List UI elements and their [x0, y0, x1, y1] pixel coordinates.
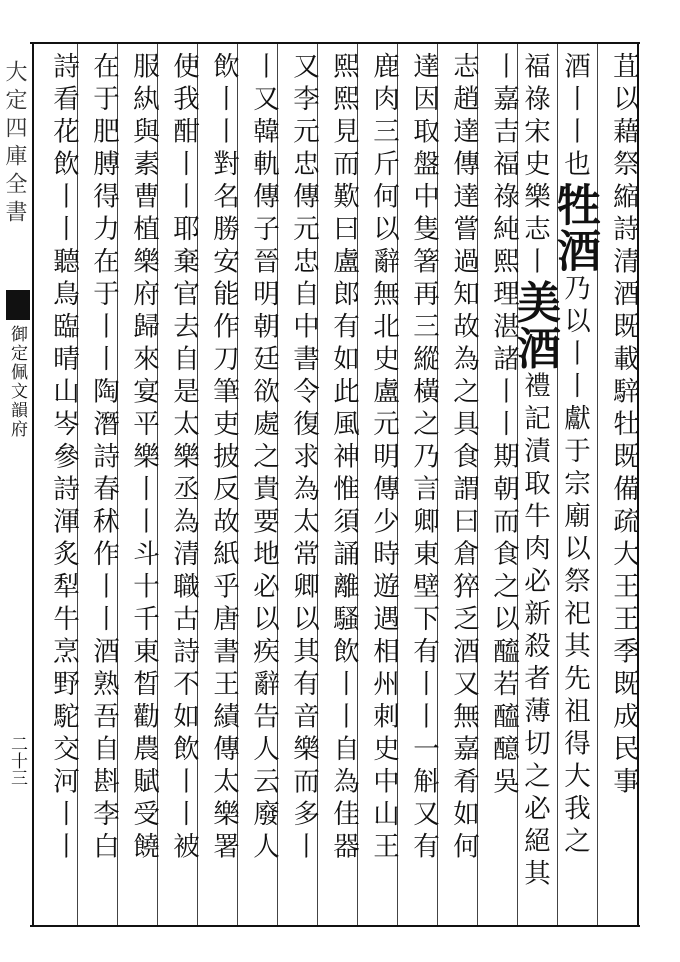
column-text: 志趙達傳達嘗過知故為之具食謂曰倉猝乏酒又無嘉肴如何: [448, 52, 479, 865]
fold-margin-text: 大定四庫全書: [2, 60, 27, 228]
headword: 牲酒: [549, 182, 600, 274]
top-border: [30, 42, 640, 44]
column-text: 福祿宋史樂志丨: [519, 52, 550, 280]
text-column-13: [120, 52, 159, 922]
text-column-7: [360, 52, 399, 922]
book-title: 御定佩文韻府: [7, 325, 27, 439]
page-number: 二十三: [7, 735, 27, 786]
text-column-8: [320, 52, 359, 922]
column-text: 熙熙見而歎曰盧郎有如此風神惟須誦離騷飲丨丨自為佳器: [328, 52, 359, 865]
column-text: 飲丨丨對名勝安能作刀筆吏披反故紙乎唐書王績傳太樂署: [208, 52, 239, 865]
headword: 美酒: [509, 279, 560, 372]
bottom-border: [30, 925, 640, 927]
column-text: 達因取盤中隻箸再三縱橫之乃言卿東壁下有丨丨一斛又有: [408, 52, 439, 865]
left-border: [32, 42, 34, 927]
column-rule: [597, 44, 598, 925]
column-text: 禮記漬取牛肉必新殺者薄切之必絕其: [519, 371, 550, 892]
column-text: 詩看花飲丨丨聽鳥臨晴山岑參詩渾炙犁牛烹野駝交河丨丨: [48, 52, 79, 865]
text-column-11: [200, 52, 239, 922]
column-text: 又李元忠傳元忠自中書令復求為太常卿以其有音樂而多丨: [288, 52, 319, 865]
text-column-12: [160, 52, 199, 922]
column-text: 丨嘉吉福祿純熙理湛諸丨丨期朝而食之以醯若醯醷吳: [488, 52, 519, 800]
text-column-1: [600, 52, 639, 922]
text-column-6: [400, 52, 439, 922]
column-text: 苴以藉祭縮詩清酒既載騂牡既備疏大王王季既成民事: [608, 52, 639, 800]
text-column-2: [549, 52, 600, 922]
column-text: 服紈與素曹植樂府歸來宴平樂丨丨斗十千東晳勸農賦受饒: [128, 52, 159, 865]
text-column-14: [80, 52, 119, 922]
column-text: 乃以丨丨獻于宗廟以祭祀其先祖得大我之: [559, 274, 590, 859]
text-column-15: [40, 52, 79, 922]
column-text: 鹿肉三斤何以辭無北史盧元明傳少時遊遇相州刺史中山王: [368, 52, 399, 865]
text-column-3: [509, 52, 560, 922]
column-text: 丨又韓軌傳子晉明朝廷欲處之貴要地必以疾辭告人云廢人: [248, 52, 279, 865]
column-text: 酒丨丨也: [559, 52, 590, 182]
text-column-10: [240, 52, 279, 922]
text-column-4: [480, 52, 519, 922]
column-text: 在于肥膊得力在于丨丨陶潛詩春秫作丨丨酒熟吾自斟李白: [88, 52, 119, 865]
text-column-9: [280, 52, 319, 922]
column-text: 使我酣丨丨耶棄官去自是太樂丞為清職古詩不如飲丨丨被: [168, 52, 199, 865]
fishtail-mark-icon: [6, 290, 30, 320]
text-column-5: [440, 52, 479, 922]
